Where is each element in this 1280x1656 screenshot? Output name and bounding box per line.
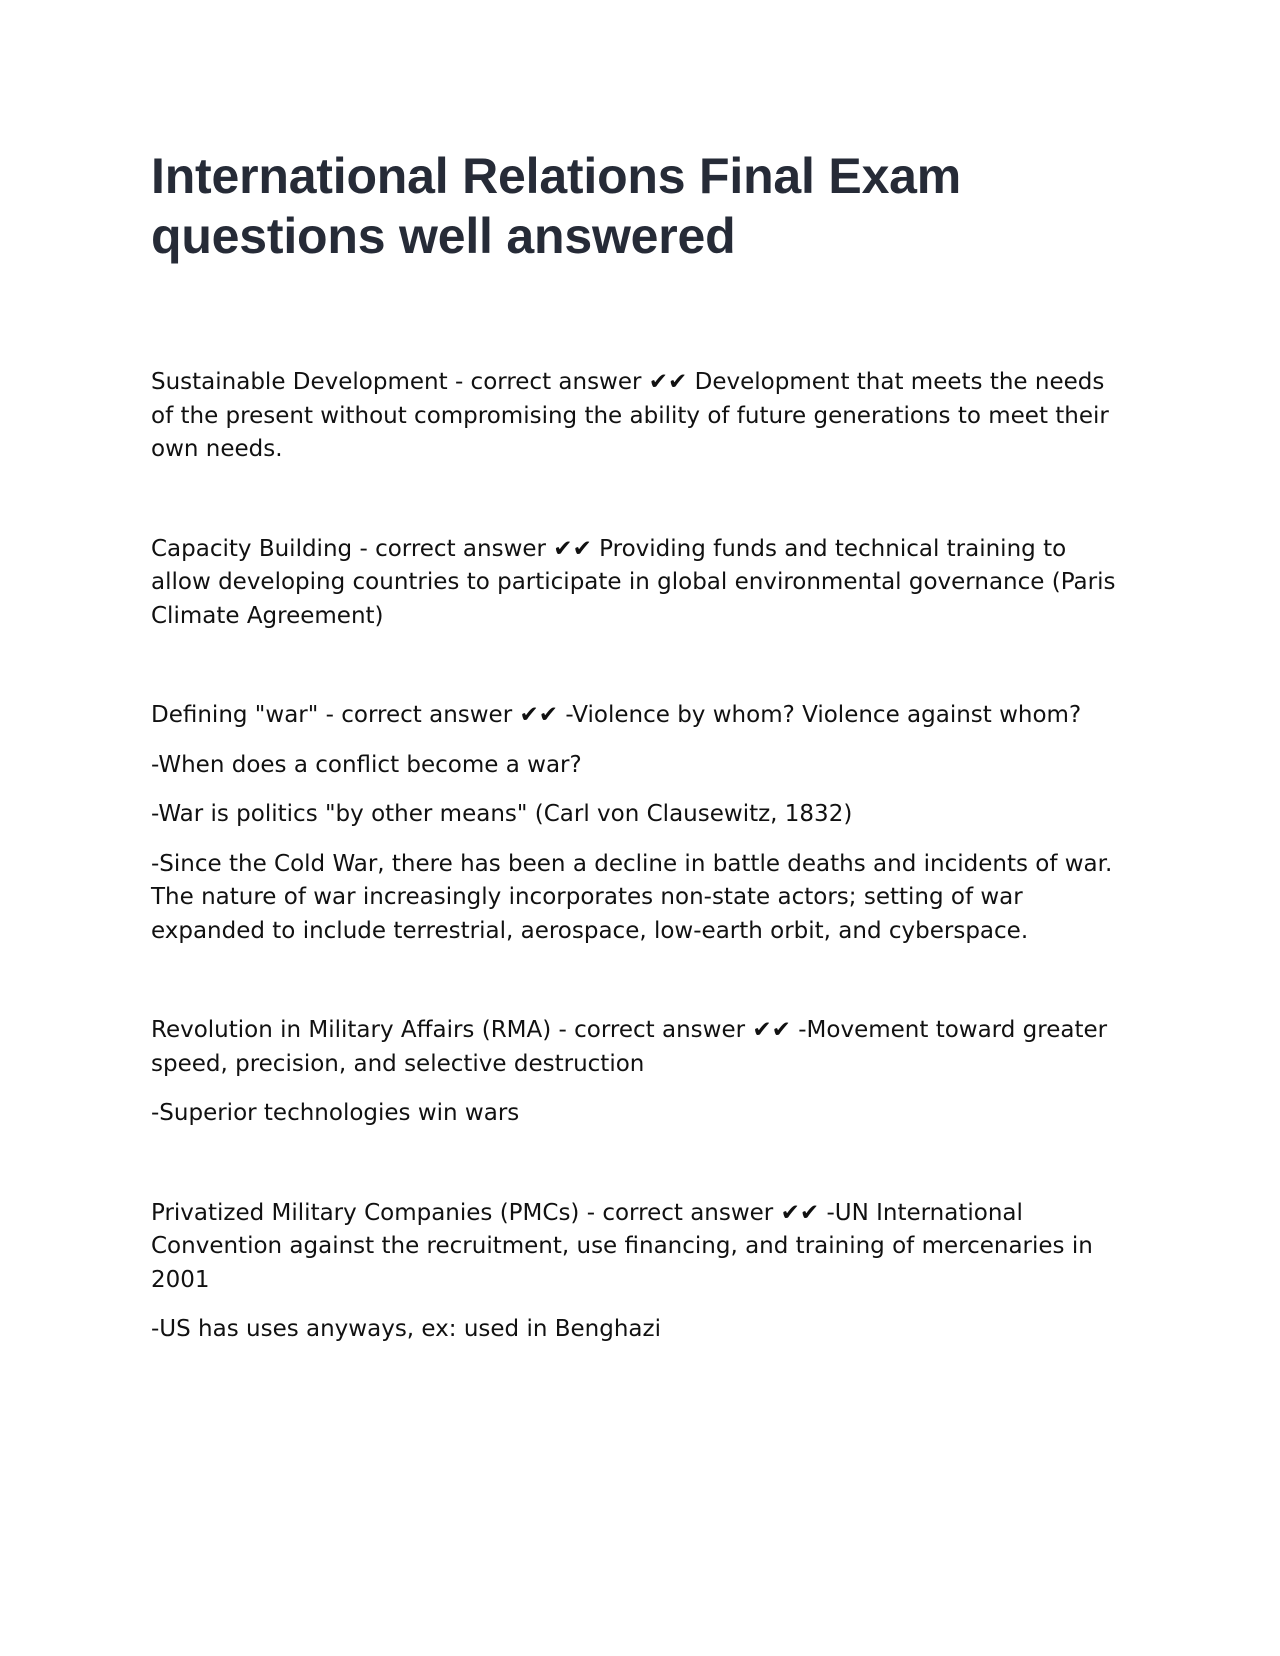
document-page (151, 146, 1131, 1413)
entry-detail-line: -When does a conflict become a war? (151, 751, 582, 778)
answer-marker: - correct answer ✔✔ (558, 1017, 791, 1043)
entry-capacity-building (151, 533, 1131, 634)
entry-list (151, 366, 1131, 1347)
entry-term: Capacity Building (151, 535, 353, 562)
entry-first-line (151, 533, 1131, 634)
entry-first-line (151, 366, 1131, 467)
entry-defining-war (151, 699, 1131, 948)
entry-pmcs (151, 1197, 1131, 1347)
entry-definition: Providing funds and technical training to allow developing countries to participate in global environmental governance (Paris Climate Agreement) (151, 535, 1116, 629)
entry-term: Revolution in Military Affairs (RMA) (151, 1017, 552, 1043)
entry-definition: -UN International Convention against the recruitment, use financing, and training of mercenaries in 2001 (151, 1199, 1093, 1293)
entry-detail-line: -Superior technologies win wars (151, 1100, 520, 1126)
entry-detail-line: -Since the Cold War, there has been a decline in battle deaths and incidents of war. The nature of war increasingly incorporates non-state actors; setting of war expanded to include terrestrial, aerospace, low-earth orbit, and cyberspace. (151, 850, 1113, 944)
answer-marker: - correct answer ✔✔ (454, 369, 688, 395)
answer-marker: - correct answer ✔✔ (359, 535, 592, 562)
entry-detail-line: -US has uses anyways, ex: used in Benghazi (151, 1316, 661, 1342)
entry-term: Privatized Military Companies (PMCs) (151, 1199, 580, 1226)
document-title: International Relations Final Exam questions well answered (151, 148, 962, 264)
entry-term: Defining "war" (151, 702, 319, 728)
entry-first-line (151, 1014, 1131, 1081)
entry-sustainable-development (151, 366, 1131, 467)
entry-first-line (151, 1197, 1131, 1298)
entry-definition: -Violence by whom? Violence against whom? (565, 702, 1082, 728)
entry-first-line (151, 699, 1131, 733)
answer-marker: - correct answer ✔✔ (586, 1199, 820, 1226)
answer-marker: - correct answer ✔✔ (325, 702, 559, 728)
entry-definition: Development that meets the needs of the present without compromising the ability of future generations to meet their own needs. (151, 369, 1109, 462)
entry-rma (151, 1014, 1131, 1131)
entry-term: Sustainable Development (151, 369, 448, 395)
entry-definition: -Movement toward greater speed, precision, and selective destruction (151, 1017, 1108, 1077)
entry-detail-line: -War is politics "by other means" (Carl von Clausewitz, 1832) (151, 801, 853, 827)
